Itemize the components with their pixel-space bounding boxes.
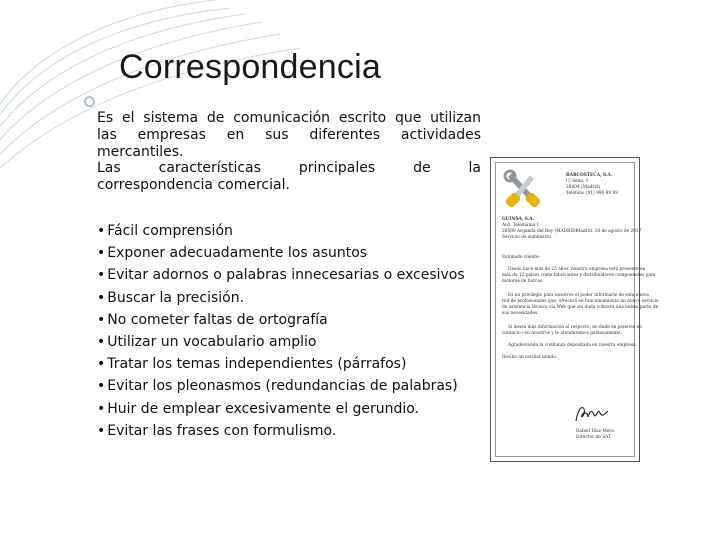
list-item-text: No cometer faltas de ortografía [107, 311, 328, 328]
list-item [97, 353, 465, 375]
sender-line: C/ Sena, 1 [566, 179, 589, 184]
list-item-text: Evitar los pleonasmos (redundancias de palabras) [107, 378, 458, 395]
list-item-text: Exponer adecuadamente los asuntos [107, 245, 368, 262]
list-item-text: Evitar las frases con formulismo. [107, 422, 337, 439]
bullet-icon: • [97, 267, 106, 284]
intro-line: correspondencia comercial. [97, 177, 290, 194]
bullet-icon: • [97, 422, 106, 439]
paragraph-line: de asistencia técnica vía Web que sin duda colmará una buena parte de [502, 305, 659, 310]
bullet-icon: • [97, 289, 106, 306]
paragraph-line: motores de barcos. [502, 279, 544, 284]
sender-name: BARCOSTECA, S.A. [566, 173, 613, 178]
tools-icon [502, 171, 542, 211]
signer-title: Director de SAT [576, 435, 611, 440]
paragraph-line: sus necesidades. [502, 311, 539, 316]
bullet-icon: • [97, 400, 106, 417]
intro-line: mercantiles. [97, 143, 184, 160]
paragraph-line: Desde hace más de 25 años, nuestra empresa está presente en [508, 267, 646, 272]
bullet-ring-icon [84, 96, 95, 107]
list-item [97, 309, 465, 331]
sender-line: 28004 (Madrid) [566, 185, 601, 190]
list-item-text: Huir de emplear excesivamente el gerundio. [107, 400, 420, 417]
paragraph-line: Si desea más información al respecto, no dude en ponerse en [508, 325, 642, 330]
list-item-text: Tratar los temas independientes (párrafos) [107, 356, 407, 373]
paragraph-line: contacto con nosotros y le atenderemos gustosamente. [502, 331, 622, 336]
list-item-text: Utilizar un vocabulario amplio [107, 334, 317, 351]
letter-closing: Agradeciendo la confianza depositada en nuestra empresa, [508, 343, 637, 348]
intro-paragraph [97, 110, 481, 194]
recipient-line: Servicio de suministro [502, 235, 551, 240]
list-item [97, 264, 465, 286]
list-item [97, 398, 465, 420]
signer-name: Rafael Díaz Mera [576, 429, 614, 434]
bullet-icon: • [97, 356, 106, 373]
list-item [97, 220, 465, 242]
recipient-name: GUINSA, S.A. [502, 217, 535, 222]
list-item-text: Fácil comprensión [107, 223, 233, 239]
letter-closing: Reciba un cordial saludo. [502, 355, 558, 360]
paragraph-line: red de profesionales que, ofrecerá en funcionamiento un nuevo servicio [502, 299, 659, 304]
letter-image [490, 157, 659, 462]
bullet-icon: • [97, 334, 106, 351]
letter-date: Madrid, 18 de agosto de 2017 [576, 229, 642, 234]
bullet-icon: • [97, 223, 106, 239]
bullet-icon: • [97, 311, 106, 328]
characteristics-list [97, 220, 465, 442]
letter-greeting: Estimado cliente: [502, 255, 540, 260]
intro-line: Es el sistema de comunicación escrito que utilizan [97, 110, 481, 126]
paragraph-line: Es un privilegio para nosotros el poder informarle de esta nueva [508, 293, 649, 298]
list-item-text: Buscar la precisión. [107, 289, 245, 306]
signature-icon [574, 403, 610, 425]
recipient-line: Avd. Telemania 1 [502, 223, 540, 228]
list-item [97, 287, 465, 309]
list-item [97, 242, 465, 264]
slide-title: Correspondencia [119, 48, 381, 86]
sender-line: Teléfono (91) 990 99 88 [566, 191, 618, 196]
intro-line: las empresas en sus diferentes actividades [97, 126, 481, 143]
recipient-line: 28500 Arganda del Rey (MADRID) [502, 229, 578, 234]
list-item [97, 420, 465, 442]
list-item [97, 331, 465, 353]
paragraph-line: más de 12 países como fabricantes y distribuidores componentes para [502, 273, 656, 278]
intro-line: Las características principales de la [97, 160, 481, 177]
list-item-text: Evitar adornos o palabras innecesarias o excesivos [107, 267, 465, 284]
bullet-icon: • [97, 378, 106, 395]
business-letter [495, 162, 659, 457]
bullet-icon: • [97, 245, 106, 262]
list-item [97, 375, 465, 397]
